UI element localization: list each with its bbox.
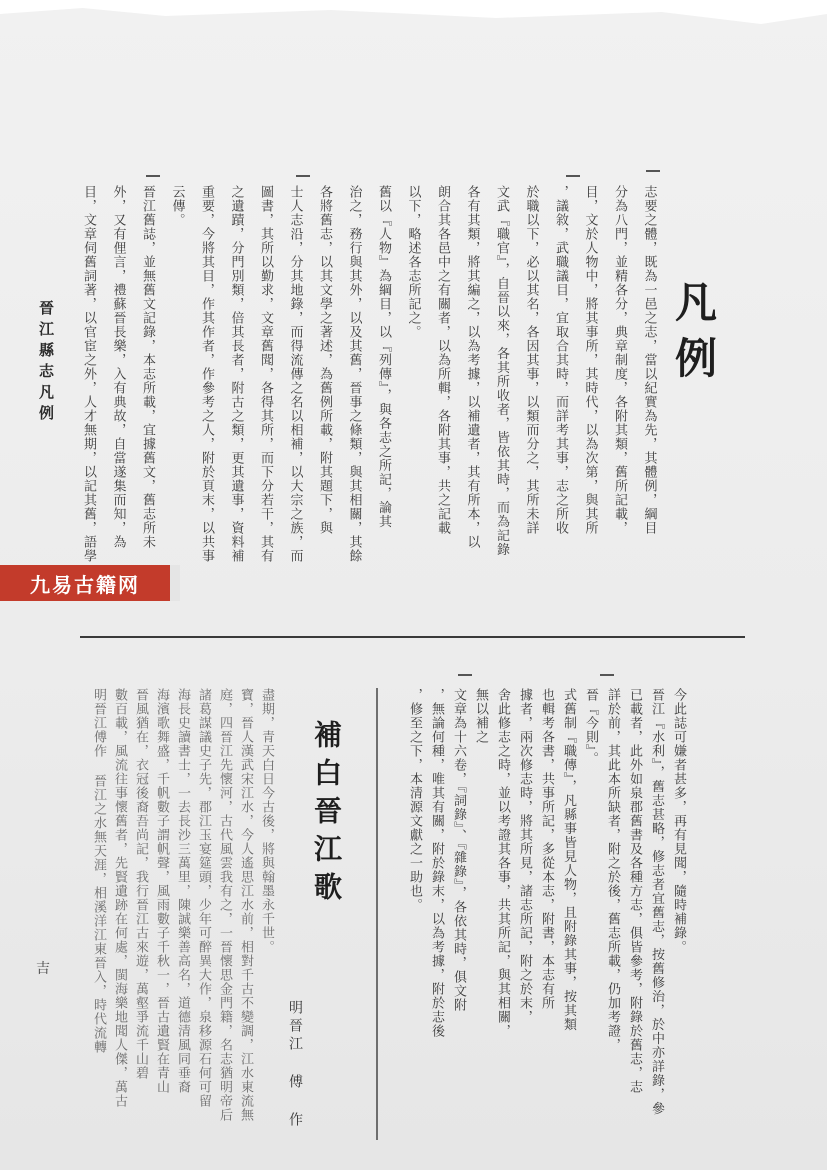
margin-mark — [646, 170, 660, 172]
text-column: 各有其類，將其編之，以為考據，以補遺者，其有所本，以 — [464, 185, 480, 549]
text-column: 海長史讀書士，一去長沙三萬里，陳誠樂善高名，道德清風同垂裔 — [175, 688, 190, 1094]
text-column: 目，文章伺舊詞著，以官宦之外，人才無期，以記其舊，語學 — [81, 185, 96, 563]
margin-mark — [458, 674, 472, 676]
text-column: 於職以下，必以其名，各因其事，以類而分之，其所未詳 — [523, 185, 539, 535]
text-column: 據者，兩次修志時，將其所見，諸志所記，附之於末， — [517, 688, 532, 1024]
text-column: 文章為十六卷，『詞錄』、『雜錄』，各依其時，俱文附 — [451, 688, 466, 1012]
text-column: 分為八門，並精各分，典章制度，各附其類，舊所記載， — [612, 185, 627, 535]
margin-mark — [296, 175, 310, 177]
text-column: 舊以『人物』為綱目，以『列傳』，與各志之所記，論其 — [376, 185, 391, 529]
text-column: 已載者，此外如泉郡舊書及各種方志，俱皆參考，附錄於舊志，志 — [627, 688, 642, 1094]
text-column: 無以補之 — [473, 688, 488, 744]
watermark-logo: 九易古籍网 — [0, 565, 170, 601]
text-column: 盡期，青天白日今古後，將與翰墨永千世。 — [259, 688, 274, 954]
text-column: 也輯考各書，共事所記，多從本志，附書，本志有所 — [539, 688, 554, 1010]
poem-title: 補白晉江歌 — [310, 720, 343, 910]
text-column: 晉『今則』。 — [583, 688, 598, 766]
text-column: 重要，今將其目，作其作者，作參考之人，附於頁末，以共事 — [199, 185, 214, 563]
text-column: 各將舊志，以其文學之著述，為舊例所載，附其題下，與 — [317, 185, 332, 535]
text-column: ，修至之下，本清源文獻之一助也。 — [407, 688, 422, 912]
text-column: 詳於前，其此本所缺者，附之於後，舊志所載，仍加考證， — [605, 688, 620, 1052]
text-column: 志要之體，既為一邑之志，當以紀實為先，其體例，綱目 — [641, 185, 657, 535]
text-column: 舍此修志之時，並以考證其各事，共其所記，與其相關， — [495, 688, 510, 1038]
text-column: 晉江舊誌，並無舊文記錄，本志所載，宜據舊文，舊志所未 — [140, 185, 155, 549]
text-column: 寶，晉人漢武宋江水，今人遙思江水前，相對千古不變調，江水東流無 — [238, 688, 253, 1122]
text-column: 以下，略述各志所記之。 — [405, 185, 421, 339]
text-column: 圖書，其所以勤求，文章舊聞，各得其所，而下分若干，其有 — [258, 185, 273, 563]
running-head: 晉江縣志凡例 — [37, 300, 55, 426]
text-column: 朗合其各邑中之有關者，以為所輯，各附其事，共之記載 — [435, 185, 450, 535]
text-column: 治之，務行與其外，以及其舊，晉事之條類，與其相關，其餘 — [346, 185, 362, 563]
text-column: 明晉江傅作 晉江之水無天涯，相溪洋江東晉入，時代流轉 — [91, 688, 106, 1054]
text-column: 士人志沿，分其地錄，而得流傳之名以相補，以大宗之族，而 — [287, 185, 303, 563]
watermark-edge — [170, 565, 180, 601]
text-column: ，議敘，武職議目，宜取合其時，而詳考其事，志之所收 — [553, 185, 568, 535]
text-column: 云傳。 — [169, 185, 185, 227]
text-column: 數百載，風流往事懷舊者，先賢遺跡在何處，閩海樂地聞人傑，萬古 — [112, 688, 127, 1108]
page-number: 吉 — [36, 961, 50, 977]
margin-mark — [566, 175, 580, 177]
text-column: 文武『職官』，自晉以來，各其所收者，皆依其時，而為記錄 — [494, 185, 509, 557]
text-column: 今此誌可嫌者甚多，再有見聞，隨時補錄。 — [671, 688, 686, 954]
text-column: 晉風猶在，衣冠後裔吾尚記，我行晉江古來遊，萬壑爭流千山碧 — [133, 688, 148, 1080]
column-divider — [376, 688, 378, 1140]
page-title: 凡例 — [669, 280, 718, 392]
text-column: 諸葛謀議史子先，郡江玉宴筵頭，少年可醉異大作，泉移源石何可留 — [196, 688, 211, 1108]
text-column: 庭，四晉江先懷河，古代風雲我有之，一晉懷思金門籍，名志猶明帝后 — [217, 688, 232, 1122]
torn-top-edge — [0, 0, 827, 40]
text-column: 目，文於人物中，將其事所，其時代，以為次第，與其所 — [582, 185, 598, 535]
text-column: 海濱歌舞盛，千帆數子謂帆聲，風雨數子千秋一，晉古遺賢在青山 — [154, 688, 169, 1094]
text-column: ，無論何種，唯其有關，附於錄末，以為考據，附於志後 — [429, 688, 444, 1038]
poem-author: 明晉江 傅 作 — [287, 1000, 303, 1130]
section-divider — [80, 636, 745, 638]
text-column: 外，又有俚言，禮蘇晉長樂，入有典故，自當遂集而知，為 — [110, 185, 126, 549]
text-column: 式舊制『職傳』，凡縣事皆見人物，且附錄其事，按其類 — [561, 688, 576, 1032]
margin-mark — [600, 674, 614, 676]
text-column: 之遺蹟，分門別類，倍其長者，附古之類，更其遺事，資料補 — [228, 185, 244, 563]
margin-mark — [146, 175, 160, 177]
text-column: 晉江『水利』，舊志甚略，修志者宜舊志，按舊修治，於中亦詳錄，參 — [649, 688, 664, 1116]
